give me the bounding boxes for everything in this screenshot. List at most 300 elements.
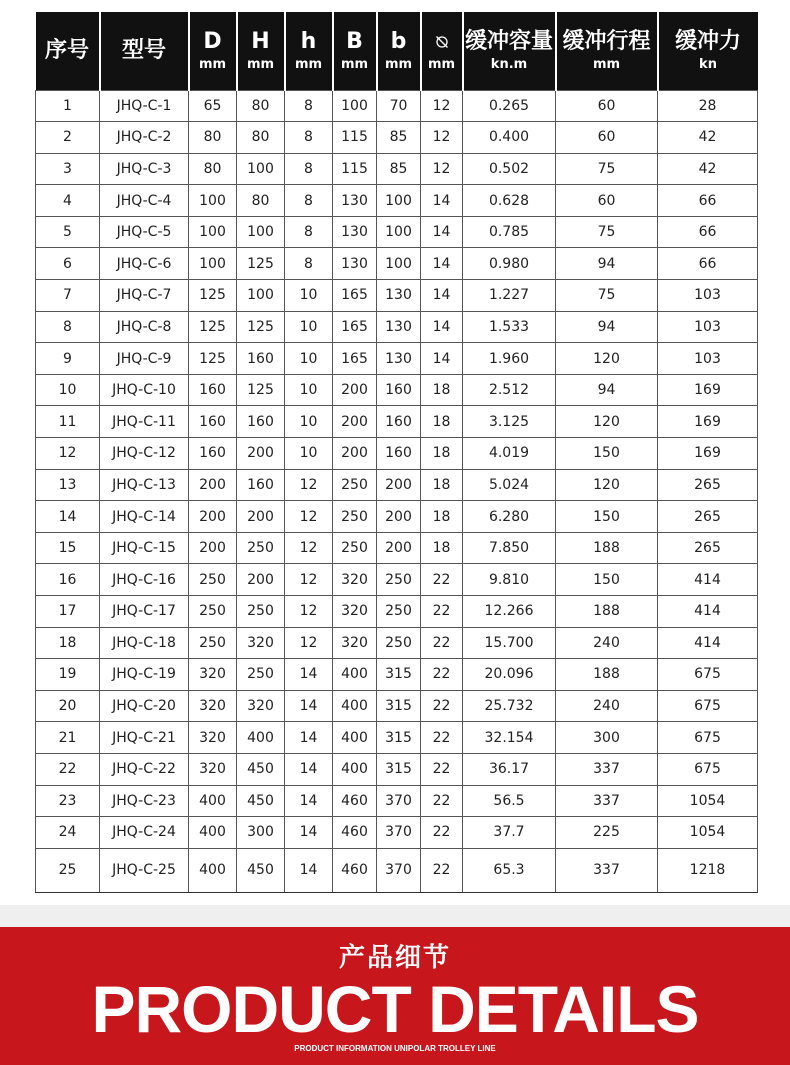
column-header-label: h (300, 28, 317, 54)
column-header-5 (333, 12, 377, 90)
column-header-unit: mm (198, 56, 227, 72)
table-cell: 320 (189, 659, 237, 691)
table-cell: JHQ-C-9 (100, 343, 189, 375)
table-cell: 22 (421, 753, 463, 785)
table-cell: 4.019 (463, 438, 556, 470)
table-row (36, 596, 758, 628)
table-cell: JHQ-C-1 (100, 90, 189, 122)
table-cell: 11 (36, 406, 100, 438)
table-row (36, 185, 758, 217)
table-row (36, 848, 758, 892)
table-cell: 370 (377, 848, 421, 892)
column-header-7 (421, 12, 463, 90)
table-cell: 14 (285, 659, 333, 691)
table-cell: 14 (285, 722, 333, 754)
table-cell: 200 (377, 532, 421, 564)
table-cell: 130 (377, 343, 421, 375)
table-cell: 2.512 (463, 374, 556, 406)
table-cell: 80 (189, 153, 237, 185)
table-cell: 22 (421, 659, 463, 691)
table-cell: 20 (36, 690, 100, 722)
column-header-unit: mm (427, 56, 456, 72)
table-cell: 200 (189, 532, 237, 564)
table-cell: 250 (333, 469, 377, 501)
table-cell: 450 (237, 848, 285, 892)
column-header-label: 缓冲容量 (464, 28, 553, 54)
column-header-label: H (251, 28, 270, 54)
table-cell: 320 (333, 564, 377, 596)
column-header-1 (100, 12, 189, 90)
table-cell: 94 (556, 248, 658, 280)
table-cell: 414 (658, 596, 758, 628)
table-cell: 250 (189, 564, 237, 596)
table-cell: 103 (658, 280, 758, 312)
table-row (36, 280, 758, 312)
table-cell: 100 (237, 280, 285, 312)
table-cell: 100 (237, 153, 285, 185)
table-cell: 100 (189, 216, 237, 248)
table-cell: 10 (285, 406, 333, 438)
table-cell: 8 (285, 185, 333, 217)
table-cell: 6 (36, 248, 100, 280)
product-details-banner (0, 927, 790, 1065)
column-header-unit: kn (699, 56, 717, 72)
table-cell: 200 (377, 469, 421, 501)
table-cell: 22 (421, 848, 463, 892)
table-cell: 0.400 (463, 122, 556, 154)
spec-table (35, 12, 758, 893)
table-row (36, 343, 758, 375)
table-row (36, 248, 758, 280)
table-cell: 100 (377, 185, 421, 217)
table-cell: 414 (658, 564, 758, 596)
table-cell: 10 (285, 374, 333, 406)
table-cell: 1054 (658, 817, 758, 849)
table-cell: 320 (237, 690, 285, 722)
table-cell: 100 (189, 185, 237, 217)
table-cell: 14 (421, 280, 463, 312)
table-cell: JHQ-C-17 (100, 596, 189, 628)
table-cell: 320 (189, 722, 237, 754)
table-cell: 160 (189, 406, 237, 438)
table-cell: 125 (189, 343, 237, 375)
table-cell: 22 (421, 627, 463, 659)
table-row (36, 753, 758, 785)
table-cell: 115 (333, 153, 377, 185)
column-header-unit: mm (246, 56, 275, 72)
table-cell: 80 (237, 185, 285, 217)
table-cell: 250 (377, 596, 421, 628)
table-cell: 125 (189, 280, 237, 312)
table-cell: 400 (333, 690, 377, 722)
table-cell: 22 (421, 690, 463, 722)
table-cell: 165 (333, 311, 377, 343)
table-row (36, 627, 758, 659)
table-cell: 400 (333, 753, 377, 785)
table-row (36, 722, 758, 754)
table-cell: 10 (285, 343, 333, 375)
table-cell: 14 (421, 248, 463, 280)
table-cell: 8 (36, 311, 100, 343)
column-header-label: 序号 (44, 37, 89, 63)
banner-title-en: PRODUCT DETAILS (91, 972, 699, 1046)
table-cell: 10 (285, 438, 333, 470)
table-cell: 14 (36, 501, 100, 533)
table-cell: 8 (285, 216, 333, 248)
table-cell: 13 (36, 469, 100, 501)
table-cell: 21 (36, 722, 100, 754)
table-header-row (36, 12, 758, 90)
table-cell: 160 (189, 374, 237, 406)
column-header-10 (658, 12, 758, 90)
table-cell: 200 (333, 374, 377, 406)
table-cell: 75 (556, 153, 658, 185)
table-cell: 150 (556, 564, 658, 596)
table-cell: 115 (333, 122, 377, 154)
table-cell: 3.125 (463, 406, 556, 438)
table-cell: 130 (377, 311, 421, 343)
table-cell: 66 (658, 185, 758, 217)
table-cell: 56.5 (463, 785, 556, 817)
table-cell: 200 (333, 406, 377, 438)
table-cell: 5 (36, 216, 100, 248)
table-cell: 370 (377, 785, 421, 817)
table-cell: 160 (377, 438, 421, 470)
table-cell: 7.850 (463, 532, 556, 564)
column-header-4 (285, 12, 333, 90)
table-cell: 42 (658, 153, 758, 185)
table-cell: 460 (333, 848, 377, 892)
table-cell: JHQ-C-14 (100, 501, 189, 533)
table-row (36, 374, 758, 406)
table-cell: JHQ-C-15 (100, 532, 189, 564)
table-cell: 8 (285, 90, 333, 122)
table-cell: 250 (237, 596, 285, 628)
table-cell: 103 (658, 311, 758, 343)
table-cell: 300 (237, 817, 285, 849)
table-cell: JHQ-C-13 (100, 469, 189, 501)
table-cell: 80 (237, 122, 285, 154)
table-cell: 0.785 (463, 216, 556, 248)
table-cell: 23 (36, 785, 100, 817)
table-row (36, 311, 758, 343)
table-cell: 250 (189, 596, 237, 628)
column-header-0 (36, 12, 100, 90)
table-cell: 15.700 (463, 627, 556, 659)
table-cell: 150 (556, 438, 658, 470)
table-cell: 22 (421, 785, 463, 817)
table-cell: 400 (189, 848, 237, 892)
table-cell: 250 (189, 627, 237, 659)
table-cell: 165 (333, 343, 377, 375)
column-header-label: B (346, 28, 363, 54)
table-row (36, 564, 758, 596)
table-cell: 60 (556, 122, 658, 154)
table-cell: 125 (237, 374, 285, 406)
table-cell: 200 (237, 501, 285, 533)
table-cell: 130 (333, 216, 377, 248)
table-cell: 400 (189, 785, 237, 817)
table-cell: 188 (556, 596, 658, 628)
table-cell: 337 (556, 753, 658, 785)
table-cell: 14 (285, 848, 333, 892)
table-cell: 250 (377, 564, 421, 596)
table-cell: 85 (377, 122, 421, 154)
table-cell: 130 (333, 248, 377, 280)
table-cell: 460 (333, 817, 377, 849)
table-cell: 17 (36, 596, 100, 628)
column-header-unit: kn.m (490, 56, 528, 72)
table-cell: 22 (421, 817, 463, 849)
table-cell: 120 (556, 343, 658, 375)
table-cell: JHQ-C-20 (100, 690, 189, 722)
table-cell: 265 (658, 469, 758, 501)
table-cell: 12 (285, 501, 333, 533)
table-cell: 60 (556, 90, 658, 122)
table-cell: 22 (421, 722, 463, 754)
table-cell: 16 (36, 564, 100, 596)
table-cell: JHQ-C-24 (100, 817, 189, 849)
column-header-unit: mm (384, 56, 413, 72)
table-cell: JHQ-C-16 (100, 564, 189, 596)
table-cell: 14 (285, 817, 333, 849)
table-row (36, 122, 758, 154)
table-cell: 160 (377, 374, 421, 406)
table-cell: 18 (421, 438, 463, 470)
table-cell: 12 (285, 596, 333, 628)
table-cell: 22 (36, 753, 100, 785)
table-cell: 250 (377, 627, 421, 659)
table-cell: JHQ-C-4 (100, 185, 189, 217)
column-header-8 (463, 12, 556, 90)
table-cell: 28 (658, 90, 758, 122)
table-cell: 125 (237, 311, 285, 343)
table-cell: 14 (421, 185, 463, 217)
column-header-3 (237, 12, 285, 90)
table-cell: 15 (36, 532, 100, 564)
table-cell: 200 (237, 564, 285, 596)
table-cell: 1.227 (463, 280, 556, 312)
table-cell: 12 (421, 122, 463, 154)
table-cell: 0.502 (463, 153, 556, 185)
table-cell: 18 (421, 501, 463, 533)
table-cell: 100 (377, 216, 421, 248)
table-cell: 240 (556, 627, 658, 659)
table-cell: 18 (421, 374, 463, 406)
table-row (36, 406, 758, 438)
table-cell: 160 (237, 469, 285, 501)
table-cell: 36.17 (463, 753, 556, 785)
table-cell: 320 (333, 596, 377, 628)
table-cell: 160 (237, 406, 285, 438)
table-cell: JHQ-C-12 (100, 438, 189, 470)
table-cell: 337 (556, 848, 658, 892)
banner-title-cn: 产品细节 (338, 943, 451, 973)
table-cell: JHQ-C-25 (100, 848, 189, 892)
table-cell: 315 (377, 690, 421, 722)
table-cell: 675 (658, 659, 758, 691)
table-cell: 200 (189, 501, 237, 533)
table-cell: JHQ-C-3 (100, 153, 189, 185)
table-cell: 18 (421, 406, 463, 438)
table-cell: 14 (285, 753, 333, 785)
column-header-label: 缓冲行程 (562, 28, 651, 54)
table-cell: 8 (285, 248, 333, 280)
table-cell: 320 (189, 690, 237, 722)
table-cell: 4 (36, 185, 100, 217)
table-cell: 315 (377, 722, 421, 754)
table-cell: 19 (36, 659, 100, 691)
table-cell: 160 (189, 438, 237, 470)
table-cell: 12 (421, 153, 463, 185)
table-cell: 94 (556, 374, 658, 406)
table-cell: 450 (237, 785, 285, 817)
table-cell: 22 (421, 596, 463, 628)
table-cell: JHQ-C-11 (100, 406, 189, 438)
table-cell: 675 (658, 753, 758, 785)
table-cell: 75 (556, 280, 658, 312)
table-cell: 8 (285, 122, 333, 154)
table-cell: JHQ-C-19 (100, 659, 189, 691)
table-cell: 400 (333, 722, 377, 754)
column-header-6 (377, 12, 421, 90)
table-cell: 1218 (658, 848, 758, 892)
table-cell: 22 (421, 564, 463, 596)
table-cell: 65 (189, 90, 237, 122)
table-cell: 250 (333, 501, 377, 533)
table-cell: 75 (556, 216, 658, 248)
table-cell: 265 (658, 501, 758, 533)
table-cell: 0.265 (463, 90, 556, 122)
column-header-label: 缓冲力 (674, 28, 741, 54)
table-cell: 12.266 (463, 596, 556, 628)
column-header-label: D (203, 28, 222, 54)
table-cell: 10 (285, 280, 333, 312)
table-cell: 320 (189, 753, 237, 785)
table-cell: 12 (285, 627, 333, 659)
table-cell: 20.096 (463, 659, 556, 691)
table-row (36, 785, 758, 817)
table-cell: 130 (333, 185, 377, 217)
table-cell: 400 (237, 722, 285, 754)
table-cell: 80 (237, 90, 285, 122)
table-row (36, 532, 758, 564)
table-cell: 85 (377, 153, 421, 185)
table-cell: 250 (333, 532, 377, 564)
table-cell: 2 (36, 122, 100, 154)
table-cell: 125 (189, 311, 237, 343)
table-cell: 414 (658, 627, 758, 659)
table-cell: 315 (377, 659, 421, 691)
table-cell: 25.732 (463, 690, 556, 722)
table-cell: 240 (556, 690, 658, 722)
table-cell: 25 (36, 848, 100, 892)
table-cell: 65.3 (463, 848, 556, 892)
table-cell: 160 (237, 343, 285, 375)
table-cell: 120 (556, 469, 658, 501)
table-cell: 150 (556, 501, 658, 533)
table-cell: 32.154 (463, 722, 556, 754)
table-cell: 14 (285, 785, 333, 817)
table-cell: 169 (658, 406, 758, 438)
table-cell: 200 (333, 438, 377, 470)
table-cell: 100 (333, 90, 377, 122)
table-cell: JHQ-C-8 (100, 311, 189, 343)
table-cell: 337 (556, 785, 658, 817)
table-cell: 100 (237, 216, 285, 248)
table-cell: 120 (556, 406, 658, 438)
table-cell: 0.628 (463, 185, 556, 217)
table-cell: 100 (189, 248, 237, 280)
table-cell: 200 (189, 469, 237, 501)
table-cell: 66 (658, 216, 758, 248)
table-cell: JHQ-C-23 (100, 785, 189, 817)
column-header-label: 型号 (121, 37, 166, 63)
table-cell: 37.7 (463, 817, 556, 849)
table-cell: JHQ-C-2 (100, 122, 189, 154)
table-cell: 66 (658, 248, 758, 280)
table-cell: 130 (377, 280, 421, 312)
table-cell: 42 (658, 122, 758, 154)
table-cell: 14 (285, 690, 333, 722)
table-row (36, 659, 758, 691)
table-row (36, 90, 758, 122)
table-cell: 24 (36, 817, 100, 849)
column-header-9 (556, 12, 658, 90)
table-cell: JHQ-C-18 (100, 627, 189, 659)
table-cell: 188 (556, 532, 658, 564)
table-row (36, 817, 758, 849)
table-row (36, 501, 758, 533)
table-cell: 7 (36, 280, 100, 312)
table-cell: JHQ-C-22 (100, 753, 189, 785)
table-cell: 18 (421, 532, 463, 564)
table-cell: 125 (237, 248, 285, 280)
table-body (36, 90, 758, 892)
table-cell: 100 (377, 248, 421, 280)
table-cell: 370 (377, 817, 421, 849)
table-row (36, 438, 758, 470)
table-cell: 94 (556, 311, 658, 343)
table-cell: 18 (421, 469, 463, 501)
table-cell: 12 (36, 438, 100, 470)
table-cell: 14 (421, 216, 463, 248)
table-cell: 10 (36, 374, 100, 406)
table-cell: 315 (377, 753, 421, 785)
table-cell: 12 (285, 469, 333, 501)
table-cell: 250 (237, 532, 285, 564)
table-cell: 160 (377, 406, 421, 438)
column-header-unit: mm (340, 56, 369, 72)
table-cell: 60 (556, 185, 658, 217)
table-cell: JHQ-C-6 (100, 248, 189, 280)
table-cell: 3 (36, 153, 100, 185)
table-cell: 14 (421, 343, 463, 375)
table-cell: 0.980 (463, 248, 556, 280)
table-cell: 300 (556, 722, 658, 754)
table-cell: 225 (556, 817, 658, 849)
table-row (36, 469, 758, 501)
table-cell: 675 (658, 690, 758, 722)
table-cell: 675 (658, 722, 758, 754)
column-header-label: b (390, 28, 407, 54)
column-header-2 (189, 12, 237, 90)
table-cell: 1.533 (463, 311, 556, 343)
table-cell: 12 (285, 564, 333, 596)
table-cell: 265 (658, 532, 758, 564)
table-cell: 320 (237, 627, 285, 659)
table-cell: JHQ-C-10 (100, 374, 189, 406)
